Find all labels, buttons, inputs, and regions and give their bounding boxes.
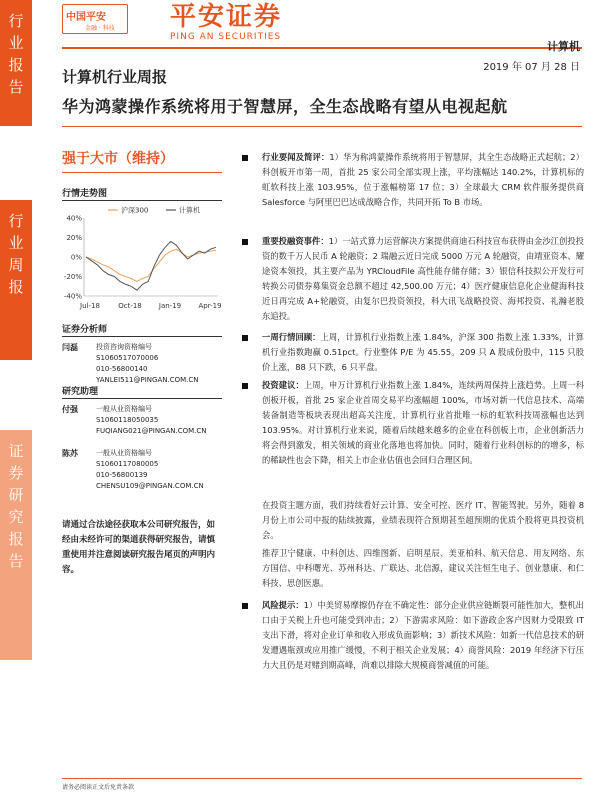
paragraph-lead: 一周行情回顾：	[262, 332, 321, 342]
title-divider	[62, 126, 582, 127]
strip-industry-weekly	[0, 200, 32, 360]
analyst-section-title: 证券分析师	[62, 325, 108, 335]
bullet-icon	[242, 155, 248, 161]
strip-char: 究	[8, 508, 24, 526]
strip-char: 行	[8, 12, 24, 30]
logo-main-text: 中国平安	[66, 12, 106, 23]
brand-logo	[170, 3, 282, 42]
strip-industry-report	[0, 0, 32, 126]
footer-note: 请务必阅读正文后免责条款	[62, 784, 135, 791]
y-tick-label: 0%	[70, 253, 82, 262]
industry-label: 计算机	[547, 40, 580, 53]
y-tick-label: 20%	[66, 234, 82, 242]
x-tick-label: Jul-18	[80, 302, 100, 310]
paragraph	[262, 378, 584, 468]
paragraph	[262, 330, 584, 375]
strip-char: 报	[8, 278, 24, 296]
paragraph-lead: 行业要闻及简评：	[262, 152, 330, 162]
bullet-icon	[242, 383, 248, 389]
header-divider	[62, 47, 582, 49]
bullet-icon	[242, 335, 248, 341]
strip-char: 周	[8, 256, 24, 274]
x-tick-label: Jan-19	[158, 302, 182, 310]
footer-divider	[62, 778, 582, 779]
paragraph-text: 上周，申万计算机行业指数上涨 1.84%，连续两周保持上涨趋势。上周一科创板开板，首批 25 家企业首周交易平均涨幅超 100%，市场对新一代信息技术、高端装备制造等板块表现出超高关注度，计算机行业首批唯一标的虹软科技周涨幅也达到 103.95%。对计算机行业来说，随着后续越来越多的企业在科创板上市，企业创新活力将会得到激发，相关领域的商业化落地也将加快。同时，随着行业科创标的的增多，标的稀缺性也会下降，相关上市企业估值也会回归合理区间。	[262, 380, 584, 465]
y-tick-label: 40%	[66, 214, 82, 223]
paragraph-text: 上周，计算机行业指数上涨 1.84%，沪深 300 指数上涨 1.33%，计算机行业指数跑赢 0.51pct。行业整体 P/E 为 45.55。209 只 A 股成份股中，115 只股价上涨，88 只下跌，6 只平盘。	[262, 332, 584, 372]
analyst-info-line: S1060118050035	[96, 416, 159, 424]
paragraph-text: 在投资主题方面，我们持续看好云计算、安全可控、医疗 IT、智能驾驶。另外，随着 8 月份上市公司中报的陆续披露，业绩表现符合预期甚至超预期的优质个股将更具投资机会。	[262, 500, 584, 540]
series-line-0	[86, 249, 216, 281]
paragraph	[262, 234, 584, 324]
x-tick-label: Apr-19	[198, 302, 222, 310]
analyst-info-line[interactable]: FUQIANG021@PINGAN.COM.CN	[96, 427, 207, 435]
analyst-info-line: 投资咨询资格编号	[96, 343, 152, 351]
pingan-logo	[62, 4, 128, 34]
trend-chart	[62, 204, 222, 312]
paragraph	[262, 598, 584, 673]
assist-divider	[62, 398, 222, 399]
brand-cn: 平安证券	[170, 2, 283, 32]
analyst-info-line: 010-56800139	[96, 471, 148, 479]
headline: 华为鸿蒙操作系统将用于智慧屏，全生态战略有望从电视起航	[62, 97, 508, 116]
strip-char: 业	[8, 234, 24, 252]
paragraph-lead: 风险提示：	[262, 600, 304, 610]
paragraph-text: 1）一站式算力运营解决方案提供商迪石科技宣布获得由金沙江创投投资的数千万人民币 A 轮融资；2 瑞融云近日完成 5000 万元 A 轮融资，由靖亚资本、耀途资本领投，其主要产品为 YRCloudFile 高性能存储存储；3）银信科技拟公开发行可转换公司债券募集资金总额不超过 42,500.00 万元；4）医疗健康信息化企业健海科技近日再完成 A+轮融资，由复尔巴投资领投，科大讯飞战略投资、海邦投资、礼瀚老股东追投。	[262, 236, 584, 321]
strip-char: 行	[8, 212, 24, 230]
assist-section-title: 研究助理	[62, 387, 99, 397]
trend-section-title: 行情走势图	[62, 189, 108, 199]
rating-divider	[62, 172, 222, 173]
paragraph	[262, 498, 584, 543]
paragraph-lead: 投资建议：	[262, 380, 304, 390]
strip-char: 研	[8, 486, 24, 504]
x-tick-label: Oct-18	[118, 302, 142, 310]
paragraph	[262, 150, 584, 210]
strip-securities-research	[0, 430, 32, 660]
strip-char: 告	[8, 78, 24, 96]
analyst-info-line: 一般从业资格编号	[96, 405, 152, 413]
bullet-icon	[242, 239, 248, 245]
report-type: 计算机行业周报	[62, 68, 168, 86]
analyst-name: 陈苏	[62, 449, 78, 458]
paragraph-text: 1）华为称鸿蒙操作系统将用于智慧屏，其全生态战略正式起航；2）科创板开市第一周，首批 25 家公司全部实现上涨，平均涨幅达 140.2%，计算机标的虹软科技上涨 103.95%，位于涨幅榜第 17 位；3）全球最大 CRM 软件服务提供商 Salesforce 与阿里巴巴达成战略合作，共同开拓 To B 市场。	[262, 152, 584, 207]
paragraph-text: 1）中美贸易摩擦仍存在不确定性：部分企业供应链断裂可能性加大，整机出口由于关税上升也可能受到冲击；2）下游需求风险：如下游政企客户因财力受限致 IT 支出下滑，将对企业订单和收入形成负面影响；3）新技术风险：如新一代信息技术的研发遭遇瓶颈或应用推广缓慢，不利于相关企业发展；4）商誉风险：2019 年经济下行压力大且仍是对赌到期高峰，尚难以排除大规模商誉减值的可能。	[262, 600, 584, 670]
paragraph	[262, 546, 584, 591]
trend-divider	[62, 200, 222, 201]
paragraph-lead: 重要投融资事件：	[262, 236, 329, 246]
legend-label: 沪深300	[121, 206, 149, 215]
y-tick-label: -40%	[63, 292, 82, 301]
strip-char: 报	[8, 56, 24, 74]
report-date: 2019 年 07 月 28 日	[483, 62, 580, 73]
analyst-info-line: S1060517070006	[96, 354, 159, 362]
strip-char: 券	[8, 464, 24, 482]
strip-char: 业	[8, 34, 24, 52]
bullet-icon	[242, 603, 248, 609]
disclaimer: 请通过合法途径获取本公司研究报告，如经由未经许可的渠道获得研究报告，请慎重使用并注意阅读研究报告尾页的声明内容。	[62, 520, 216, 575]
analyst-info-line: S1060117080005	[96, 460, 159, 468]
analyst-info-line: 010-56800140	[96, 365, 148, 373]
analyst-info-line[interactable]: CHENSU109@PINGAN.COM.CN	[96, 482, 204, 490]
analyst-name: 付强	[62, 405, 78, 414]
legend-label: 计算机	[179, 206, 200, 215]
analyst-name: 闫磊	[62, 343, 78, 352]
rating: 强于大市（维持）	[62, 151, 174, 167]
y-tick-label: -20%	[63, 273, 82, 281]
brand-en: PING AN SECURITIES	[170, 32, 282, 42]
strip-char: 报	[8, 530, 24, 548]
paragraph-text: 推荐卫宁健康、中科创达、四维图新、启明星辰、美亚柏科、航天信息、用友网络、东方国信、中科曙光、苏州科达、广联达、北信源，建议关注恒生电子、创业慧康、和仁科技、思创医惠。	[262, 548, 584, 588]
strip-char: 证	[8, 442, 24, 460]
trend-chart-svg	[62, 204, 222, 312]
analyst-info-line[interactable]: YANLEI511@PINGAN.COM.CN	[96, 376, 199, 384]
strip-char: 告	[8, 552, 24, 570]
analyst-divider	[62, 336, 222, 337]
analyst-info-line: 一般从业资格编号	[96, 449, 152, 457]
logo-sub-text: 金融 · 科技	[85, 25, 115, 32]
side-strip	[0, 0, 32, 800]
